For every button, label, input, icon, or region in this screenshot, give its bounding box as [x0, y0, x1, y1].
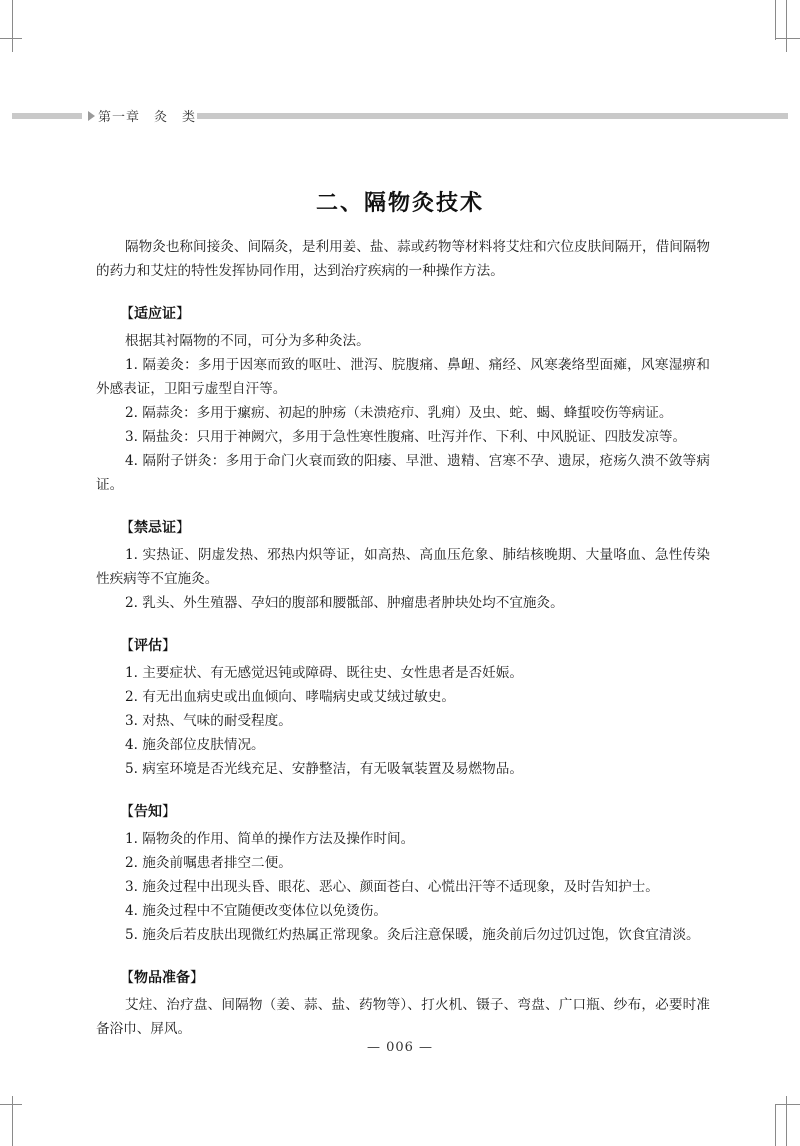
contraindication-item: 2. 乳头、外生殖器、孕妇的腹部和腰骶部、肿瘤患者肿块处均不宜施灸。: [125, 595, 564, 611]
triangle-marker-icon: [88, 111, 95, 121]
notification-item: 2. 施灸前嘱患者排空二便。: [125, 855, 292, 871]
crop-mark: [0, 1104, 22, 1105]
crop-mark: [776, 38, 800, 39]
notification-item: 4. 施灸过程中不宜随便改变体位以免烫伤。: [125, 903, 387, 919]
section-heading-supplies: 【物品准备】: [120, 970, 204, 986]
header-rule-left: [12, 113, 82, 119]
chapter-label: 第一章 灸 类: [98, 110, 197, 125]
assessment-item: 4. 施灸部位皮肤情况。: [125, 737, 265, 753]
indication-item: 4. 隔附子饼灸：多用于命门火衰而致的阳痿、早泄、遗精、宫寒不孕、遗尿，疮疡久溃不敛等病证。: [96, 453, 710, 493]
crop-mark: [786, 0, 787, 52]
crop-mark: [776, 1104, 800, 1105]
page-title: 二、隔物灸技术: [315, 191, 484, 216]
intro-paragraph: 隔物灸也称间接灸、间隔灸，是利用姜、盐、蒜或药物等材料将艾炷和穴位皮肤间隔开，借间隔物的药力和艾炷的特性发挥协同作用，达到治疗疾病的一种操作方法。: [96, 239, 710, 279]
crop-mark: [0, 38, 22, 39]
crop-mark: [775, 0, 776, 40]
section-heading-notification: 【告知】: [120, 804, 176, 820]
notification-item: 3. 施灸过程中出现头昏、眼花、恶心、颜面苍白、心慌出汗等不适现象，及时告知护士。: [125, 879, 659, 895]
supplies-text: 艾炷、治疗盘、间隔物（姜、蒜、盐、药物等）、打火机、镊子、弯盘、广口瓶、纱布，必要时准备浴巾、屏风。: [96, 997, 710, 1037]
crop-mark: [12, 0, 13, 52]
header-rule-right: [197, 113, 788, 119]
section-heading-assessment: 【评估】: [120, 638, 176, 654]
section-heading-contraindications: 【禁忌证】: [120, 520, 190, 536]
indication-item: 3. 隔盐灸：只用于神阙穴，多用于急性寒性腹痛、吐泻并作、下利、中风脱证、四肢发凉等。: [125, 429, 687, 445]
section-heading-indications: 【适应证】: [120, 306, 190, 322]
assessment-item: 5. 病室环境是否光线充足、安静整洁，有无吸氧装置及易燃物品。: [125, 761, 523, 777]
running-header: [12, 105, 788, 127]
assessment-item: 1. 主要症状、有无感觉迟钝或障碍、既往史、女性患者是否妊娠。: [125, 665, 523, 681]
notification-item: 5. 施灸后若皮肤出现微红灼热属正常现象。灸后注意保暖，施灸前后勿过饥过饱，饮食宜清淡。: [125, 927, 700, 943]
assessment-item: 2. 有无出血病史或出血倾向、哮喘病史或艾绒过敏史。: [125, 689, 455, 705]
crop-mark: [775, 1104, 776, 1146]
document-body: [96, 235, 710, 1041]
assessment-item: 3. 对热、气味的耐受程度。: [125, 713, 292, 729]
indication-item: 2. 隔蒜灸：多用于瘰疬、初起的肿疡（未溃疮疖、乳痈）及虫、蛇、蝎、蜂蜇咬伤等病证。: [125, 405, 673, 421]
contraindication-item: 1. 实热证、阴虚发热、邪热内炽等证，如高热、高血压危象、肺结核晚期、大量咯血、急性传染性疾病等不宜施灸。: [96, 547, 710, 587]
notification-item: 1. 隔物灸的作用、简单的操作方法及操作时间。: [125, 831, 415, 847]
page-number: — 006 —: [366, 1040, 434, 1055]
indications-lead: 根据其衬隔物的不同，可分为多种灸法。: [125, 333, 370, 349]
indication-item: 1. 隔姜灸：多用于因寒而致的呕吐、泄泻、脘腹痛、鼻衄、痛经、风寒袭络型面瘫，风寒湿痹和外感表证，卫阳亏虚型自汗等。: [96, 357, 710, 397]
